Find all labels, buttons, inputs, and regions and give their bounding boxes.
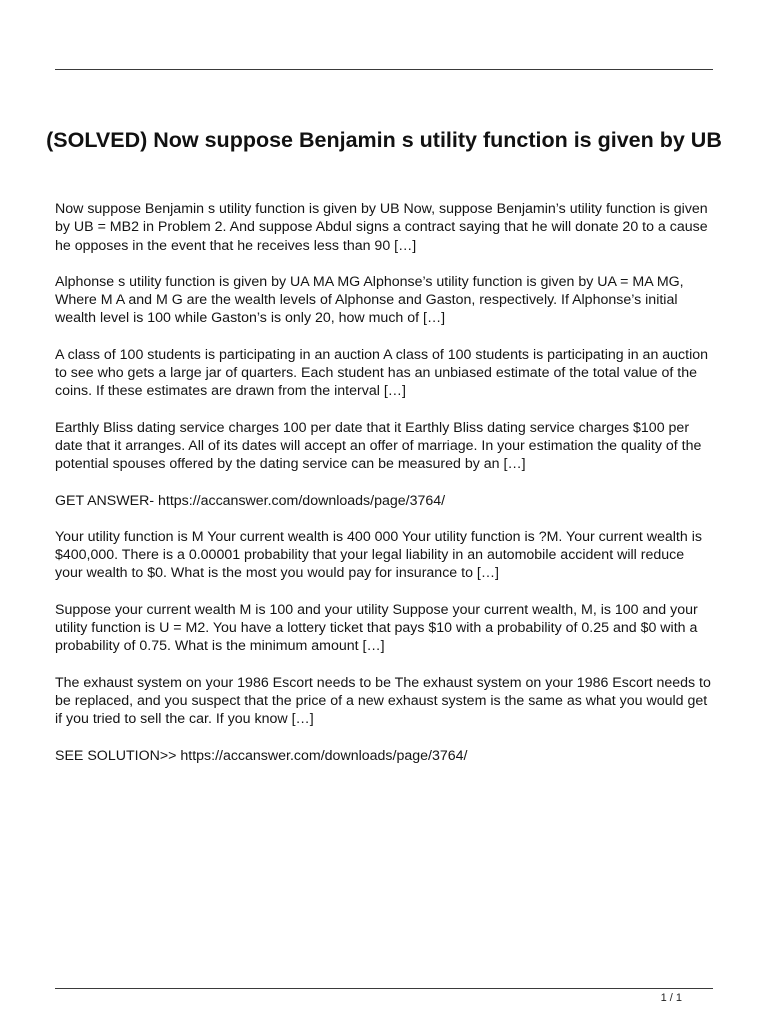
paragraph-alphonse-utility: Alphonse s utility function is given by UA MA MG Alphonse’s utility function is given by UA = MA MG, Where M A and M G are the wealth levels of Alphonse and Gaston, respectively. If Alphonse’s initial wealth level is 100 while Gaston’s is only 20, how much of […]	[55, 273, 684, 327]
page-number: 1 / 1	[660, 992, 682, 1004]
document-body	[55, 200, 715, 783]
paragraph-dating-service: Earthly Bliss dating service charges 100 per date that it Earthly Bliss dating service charges $100 per date that it arranges. All of its dates will accept an offer of marriage. In your estimation the quality of the potential spouses offered by the dating service can be measured by an […]	[55, 419, 702, 473]
paragraph-exhaust-system: The exhaust system on your 1986 Escort needs to be The exhaust system on your 1986 Escort needs to be replaced, and you suspect that the price of a new exhaust system is the same as what you would get if you tried to sell the car. If you know […]	[55, 674, 711, 728]
paragraph-insurance: Your utility function is M Your current wealth is 400 000 Your utility function is ?M. Your current wealth is $400,000. There is a 0.00001 probability that your legal liability in an automobile accident will reduce your wealth to $0. What is the most you would pay for insurance to […]	[55, 528, 702, 582]
paragraph-auction: A class of 100 students is participating in an auction A class of 100 students is participating in an auction to see who gets a large jar of quarters. Each student has an unbiased estimate of the total value of the coins. If these estimates are drawn from the interval […]	[55, 346, 709, 400]
header-divider	[55, 69, 713, 70]
footer-divider	[55, 988, 713, 989]
see-solution-link[interactable]: SEE SOLUTION>> https://accanswer.com/downloads/page/3764/	[55, 747, 468, 764]
paragraph-benjamin-utility: Now suppose Benjamin s utility function is given by UB Now, suppose Benjamin’s utility function is given by UB = MB2 in Problem 2. And suppose Abdul signs a contract saying that he will donate 20 to a cause he opposes in the event that he receives less than 90 […]	[55, 201, 708, 254]
get-answer-link[interactable]: GET ANSWER- https://accanswer.com/downloads/page/3764/	[55, 492, 446, 509]
paragraph-lottery: Suppose your current wealth M is 100 and your utility Suppose your current wealth, M, is 100 and your utility function is U = M2. You have a lottery ticket that pays $10 with a probability of 0.25 and $0 with a probability of 0.75. What is the minimum amount […]	[55, 601, 698, 655]
document-title: (SOLVED) Now suppose Benjamin s utility function is given by UB	[46, 128, 722, 152]
